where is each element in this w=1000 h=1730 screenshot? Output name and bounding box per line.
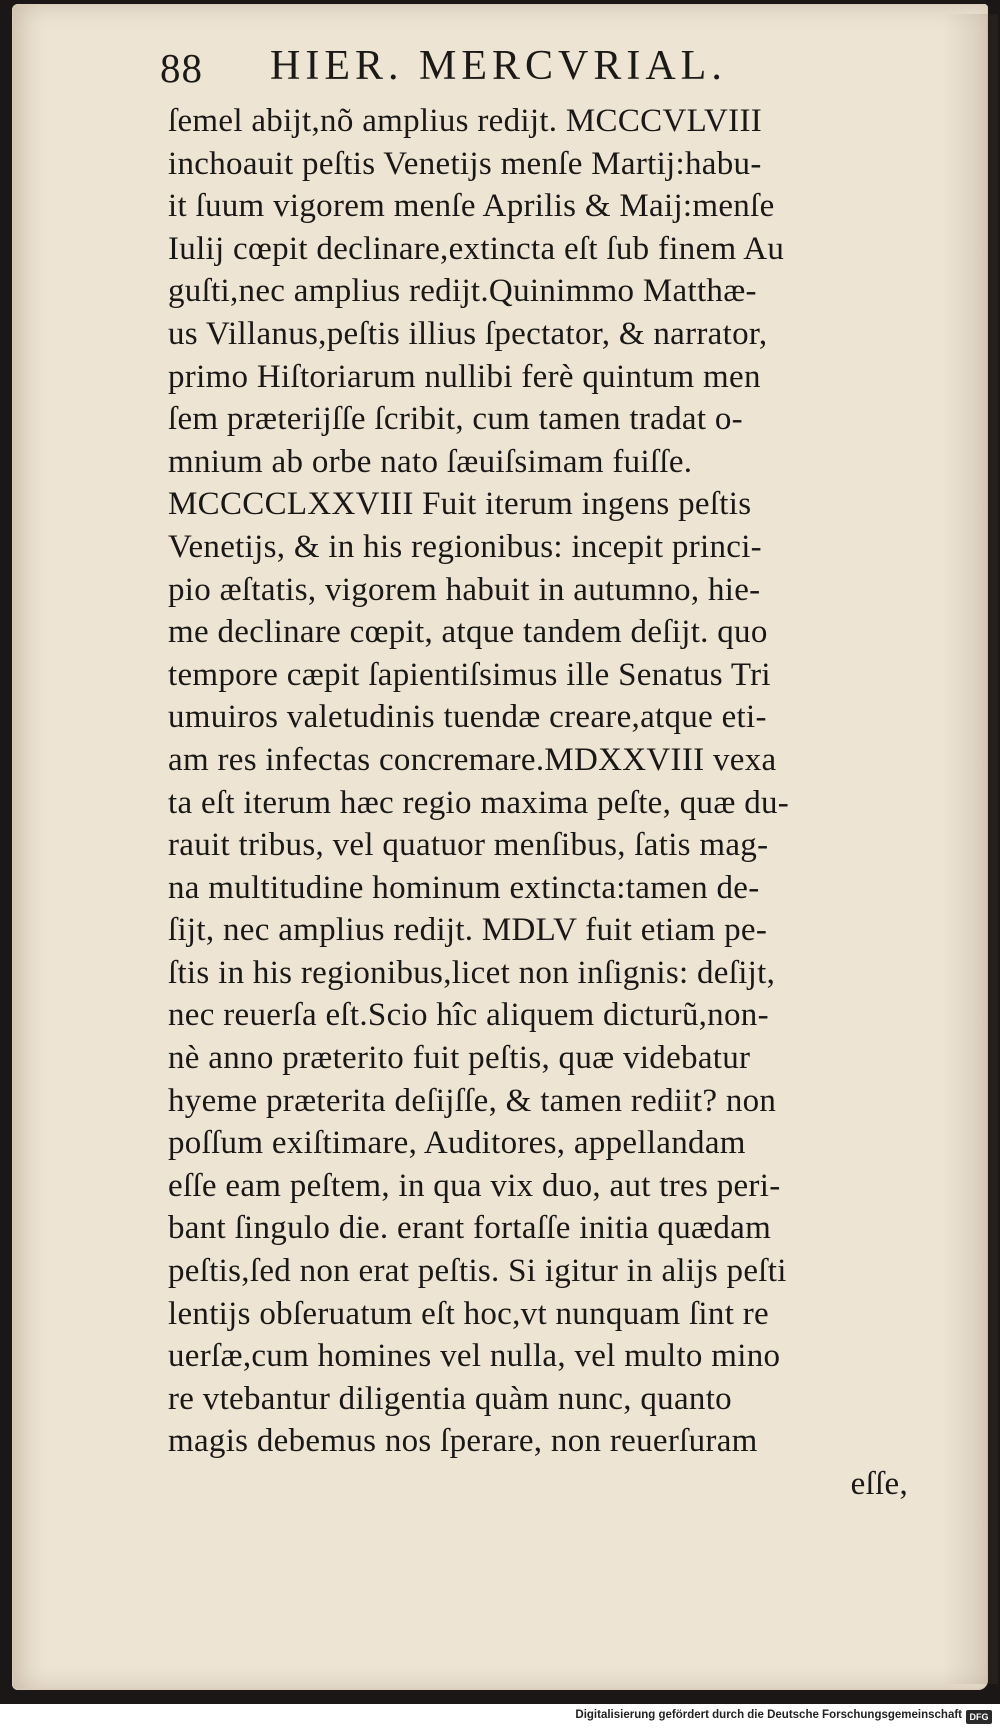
text-line: peſtis,ſed non erat peſtis. Si igitur in alijs peſti: [168, 1253, 787, 1290]
running-head: [160, 38, 820, 98]
text-line: ſemel abijt,nõ amplius redijt. MCCCVLVIII: [168, 103, 763, 139]
text-line: pio æſtatis, vigorem habuit in autumno, hie-: [168, 571, 761, 608]
page-number: 88: [160, 45, 203, 91]
text-line: us Villanus,peſtis illius ſpectator, & narrator,: [168, 315, 768, 352]
funding-credit: Digitalisierung gefördert durch die Deutsche Forschungsgemeinschaft: [575, 1709, 962, 1721]
text-line: it ſuum vigorem menſe Aprilis & Maij:menſe: [168, 188, 775, 225]
text-line: am res infectas concremare.MDXXVIII vexa: [168, 741, 777, 778]
text-line: re vtebantur diligentia quàm nunc, quanto: [168, 1380, 732, 1417]
text-line: MCCCCLXXVIII Fuit iterum ingens peſtis: [168, 486, 752, 523]
text-line: uerſæ,cum homines vel nulla, vel multo mino: [168, 1338, 781, 1375]
catchword: eſſe,: [850, 1466, 908, 1502]
text-line: poſſum exiſtimare, Auditores, appellandam: [168, 1125, 746, 1162]
text-line: lentijs obſeruatum eſt hoc,vt nunquam ſint re: [168, 1295, 769, 1332]
body-text: [168, 100, 908, 1506]
page-edge-shadow: [942, 14, 998, 1684]
text-line: bant ſingulo die. erant fortaſſe initia quædam: [168, 1210, 772, 1247]
text-line: inchoauit peſtis Venetijs menſe Martij:habu-: [168, 145, 762, 182]
text-line: nè anno præterito fuit peſtis, quæ videbatur: [168, 1040, 751, 1077]
text-line: magis debemus nos ſperare, non reuerſuram: [168, 1423, 758, 1460]
running-head-title: HIER. MERCVRIAL.: [270, 43, 727, 89]
text-line: guſti,nec amplius redijt.Quinimmo Matthæ-: [168, 273, 757, 310]
text-line: na multitudine hominum extincta:tamen de-: [168, 869, 760, 906]
text-line: tempore cæpit ſapientiſsimus ille Senatus Tri: [168, 656, 771, 693]
text-line: mnium ab orbe nato ſæuiſsimam fuiſſe.: [168, 443, 693, 480]
text-line: nec reuerſa eſt.Scio hîc aliquem dicturũ,non-: [168, 997, 769, 1034]
text-line: me declinare cœpit, atque tandem deſijt. quo: [168, 614, 768, 651]
footer-bar: [0, 1708, 1000, 1730]
text-line: ſtis in his regionibus,licet non inſignis: deſijt,: [168, 954, 776, 991]
text-line: umuiros valetudinis tuendæ creare,atque eti-: [168, 699, 767, 736]
text-line: primo Hiſtoriarum nullibi ferè quintum men: [168, 358, 761, 395]
text-line: rauit tribus, vel quatuor menſibus, ſatis mag-: [168, 827, 769, 864]
text-line: eſſe eam peſtem, in qua vix duo, aut tres peri-: [168, 1167, 781, 1204]
text-line: ſem præterijſſe ſcribit, cum tamen tradat o-: [168, 401, 743, 438]
text-line: Iulij cœpit declinare,extincta eſt ſub finem Au: [168, 230, 785, 267]
text-line: ta eſt iterum hæc regio maxima peſte, quæ du-: [168, 784, 790, 821]
text-line: hyeme præterita deſijſſe, & tamen rediit? non: [168, 1082, 777, 1119]
dfg-logo-icon: DFG: [966, 1710, 992, 1724]
text-line: ſijt, nec amplius redijt. MDLV fuit etiam pe-: [168, 912, 768, 949]
text-line: Venetijs, & in his regionibus: incepit princi-: [168, 528, 762, 565]
